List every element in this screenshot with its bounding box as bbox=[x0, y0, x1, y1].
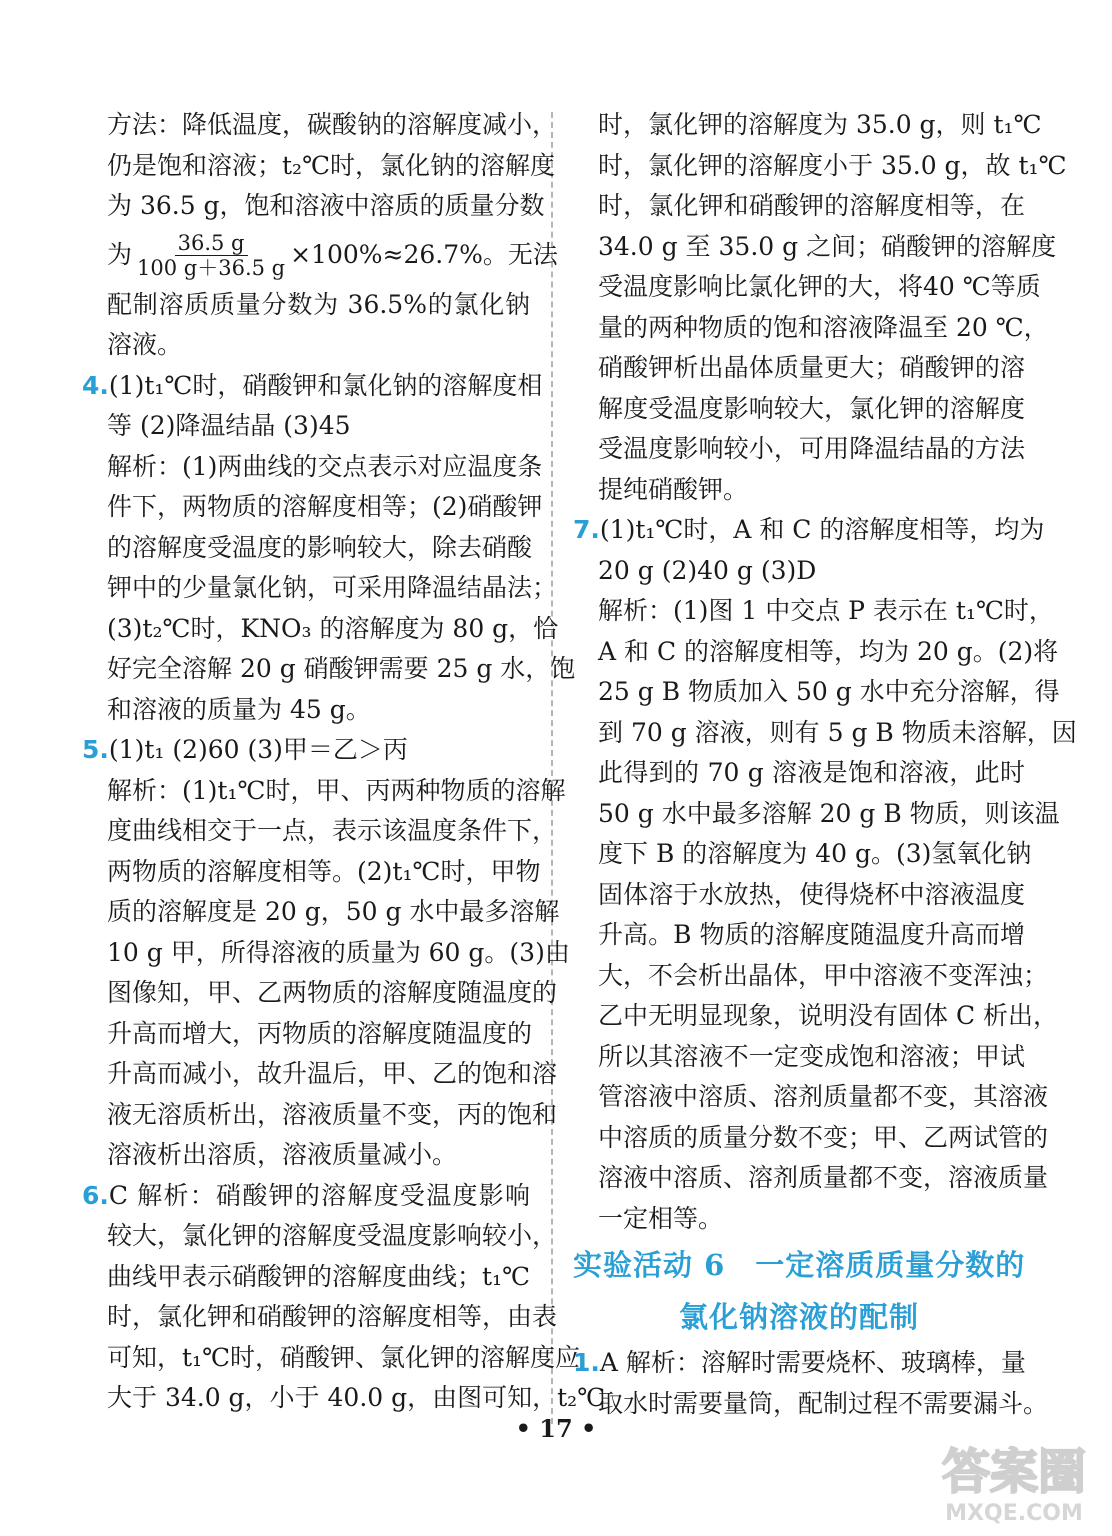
text-line: 25 g B 物质加入 50 g 水中充分溶解，得 bbox=[598, 677, 1060, 706]
section-title-line2: 氯化钠溶液的配制 bbox=[678, 1300, 919, 1334]
answer-text: A 解析：溶解时需要烧杯、玻璃棒，量 bbox=[599, 1348, 1026, 1377]
fraction-line bbox=[82, 227, 558, 285]
text-line: 液无溶质析出，溶液质量不变，丙的饱和 bbox=[107, 1099, 558, 1129]
question-number: 4. bbox=[82, 370, 109, 400]
answer-text: C 解析：硝酸钾的溶解度受温度影响 bbox=[108, 1180, 530, 1210]
text-line: 的溶解度受温度的影响较大，除去硝酸 bbox=[107, 532, 533, 562]
question-5-answer bbox=[82, 730, 530, 771]
text-line: 时，氯化钾的溶解度为 35.0 g，则 t₁℃ bbox=[598, 110, 1042, 139]
question-6-answer bbox=[82, 1176, 530, 1217]
question-number: 6. bbox=[82, 1180, 109, 1210]
text-line: (3)t₂℃时，KNO₃ 的溶解度为 80 g，恰 bbox=[107, 613, 559, 643]
text-line: 时，氯化钾的溶解度小于 35.0 g，故 t₁℃ bbox=[598, 150, 1067, 180]
text-line: 中溶质的质量分数不变；甲、乙两试管的 bbox=[598, 1122, 1049, 1152]
text-line: 硝酸钾析出晶体质量更大；硝酸钾的溶 bbox=[598, 353, 1025, 382]
text-line: 和溶液的质量为 45 g。 bbox=[107, 694, 371, 724]
text-line: 等 (2)降温结晶 (3)45 bbox=[107, 411, 351, 440]
fraction bbox=[134, 231, 288, 280]
text-line: 溶液中溶质、溶剂质量都不变，溶液质量 bbox=[598, 1163, 1049, 1192]
text-line: 时，氯化钾和硝酸钾的溶解度相等，由表 bbox=[107, 1302, 558, 1331]
text-line: 解析：(1)t₁℃时，甲、丙两种物质的溶解 bbox=[107, 775, 566, 805]
text-line: 此得到的 70 g 溶液是饱和溶液，此时 bbox=[598, 758, 1025, 787]
text-line: 度曲线相交于一点，表示该温度条件下， bbox=[107, 816, 558, 845]
question-number: 1. bbox=[573, 1348, 600, 1377]
text-line: 升高而减小，故升温后，甲、乙的饱和溶 bbox=[107, 1059, 558, 1088]
text-line: 度下 B 的溶解度为 40 g。(3)氢氧化钠 bbox=[598, 839, 1032, 868]
text-line: 解析：(1)图 1 中交点 P 表示在 t₁℃时， bbox=[598, 596, 1054, 625]
text-line: 取水时需要量筒，配制过程不需要漏斗。 bbox=[598, 1388, 1049, 1418]
text-line: 溶液。 bbox=[107, 330, 183, 359]
text-line: 解度受温度影响较大，氯化钾的溶解度 bbox=[598, 393, 1025, 423]
question-4-answer bbox=[82, 366, 543, 407]
text-line: 溶液析出溶质，溶液质量减小。 bbox=[107, 1140, 458, 1169]
text-line: 50 g 水中最多溶解 20 g B 物质，则该温 bbox=[598, 798, 1060, 828]
text-line: 图像知，甲、乙两物质的溶解度随温度的 bbox=[107, 978, 558, 1007]
text-line: 好完全溶解 20 g 硝酸钾需要 25 g 水，饱 bbox=[107, 654, 576, 683]
text-line: 大，不会析出晶体，甲中溶液不变浑浊； bbox=[598, 960, 1049, 990]
text-line: 大于 34.0 g，小于 40.0 g，由图可知，t₂℃ bbox=[107, 1383, 606, 1412]
fraction-denominator: 100 g＋36.5 g bbox=[137, 256, 286, 280]
text-line: 乙中无明显现象，说明没有固体 C 析出， bbox=[598, 1001, 1059, 1030]
text-line: 方法：降低温度，碳酸钠的溶解度减小， bbox=[107, 110, 558, 139]
text-line: 质的溶解度是 20 g，50 g 水中最多溶解 bbox=[107, 897, 560, 926]
text-line: 到 70 g 溶液，则有 5 g B 物质未溶解，因 bbox=[598, 717, 1077, 747]
text-line: 固体溶于水放热，使得烧杯中溶液温度 bbox=[598, 879, 1025, 909]
text-line: 量的两种物质的饱和溶液降温至 20 ℃， bbox=[598, 312, 1049, 342]
question-1-answer bbox=[573, 1343, 1025, 1384]
text-line: 管溶液中溶质、溶剂质量都不变，其溶液 bbox=[598, 1082, 1049, 1111]
right-column bbox=[573, 105, 1077, 1424]
text-line: 为 36.5 g，饱和溶液中溶质的质量分数 bbox=[107, 191, 545, 220]
text-line: 所以其溶液不一定变成饱和溶液；甲试 bbox=[598, 1041, 1025, 1071]
text-line: 受温度影响比氯化钾的大，将40 ℃等质 bbox=[598, 272, 1041, 301]
text-line: 受温度影响较小，可用降温结晶的方法 bbox=[598, 434, 1025, 463]
section-title: 实验活动 6 一定溶质质量分数的 bbox=[573, 1248, 1026, 1282]
text-line: 解析：(1)两曲线的交点表示对应温度条 bbox=[107, 451, 543, 481]
answer-text: (1)t₁ (2)60 (3)甲＝乙＞丙 bbox=[108, 735, 408, 764]
text-line: 钾中的少量氯化钠，可采用降温结晶法； bbox=[107, 573, 558, 602]
text-line: 配制溶质质量分数为 36.5%的氯化钠 bbox=[107, 289, 530, 319]
text-line: 可知，t₁℃时，硝酸钾、氯化钾的溶解度应 bbox=[107, 1342, 581, 1372]
text-line: 34.0 g 至 35.0 g 之间；硝酸钾的溶解度 bbox=[598, 231, 1057, 261]
text-line: 升高而增大，丙物质的溶解度随温度的 bbox=[107, 1018, 533, 1048]
question-number: 5. bbox=[82, 735, 109, 764]
text-line: 一定相等。 bbox=[598, 1203, 724, 1233]
watermark-logo bbox=[924, 1430, 1104, 1530]
text-line: 升高。B 物质的溶解度随温度升高而增 bbox=[598, 920, 1025, 949]
watermark-big: 答案圈 bbox=[941, 1444, 1087, 1500]
fraction-suffix: ×100%≈26.7%。无法 bbox=[290, 240, 558, 270]
text-line: 20 g (2)40 g (3)D bbox=[598, 555, 817, 585]
answer-text: (1)t₁℃时，硝酸钾和氯化钠的溶解度相 bbox=[108, 370, 543, 400]
text-line: 件下，两物质的溶解度相等；(2)硝酸钾 bbox=[107, 492, 543, 521]
text-line: 提纯硝酸钾。 bbox=[598, 474, 749, 504]
question-number: 7. bbox=[573, 515, 600, 544]
watermark-url: MXQE.COM bbox=[945, 1501, 1083, 1526]
text-line: 10 g 甲，所得溶液的质量为 60 g。(3)由 bbox=[107, 937, 570, 967]
text-line: 仍是饱和溶液；t₂℃时，氯化钠的溶解度 bbox=[107, 150, 556, 180]
fraction-numerator: 36.5 g bbox=[175, 231, 248, 256]
answer-text: (1)t₁℃时，A 和 C 的溶解度相等，均为 bbox=[599, 515, 1045, 544]
question-7-answer bbox=[573, 510, 1045, 551]
text-line: 时，氯化钾和硝酸钾的溶解度相等，在 bbox=[598, 191, 1025, 220]
text-line: 曲线甲表示硝酸钾的溶解度曲线；t₁℃ bbox=[107, 1261, 531, 1291]
page-number: • 17 • bbox=[515, 1414, 597, 1443]
text-line: A 和 C 的溶解度相等，均为 20 g。(2)将 bbox=[598, 636, 1059, 666]
fraction-prefix: 为 bbox=[107, 240, 133, 270]
left-column bbox=[82, 105, 606, 1419]
text-line: 两物质的溶解度相等。(2)t₁℃时，甲物 bbox=[107, 856, 541, 886]
text-line: 较大，氯化钾的溶解度受温度影响较小， bbox=[107, 1221, 558, 1250]
